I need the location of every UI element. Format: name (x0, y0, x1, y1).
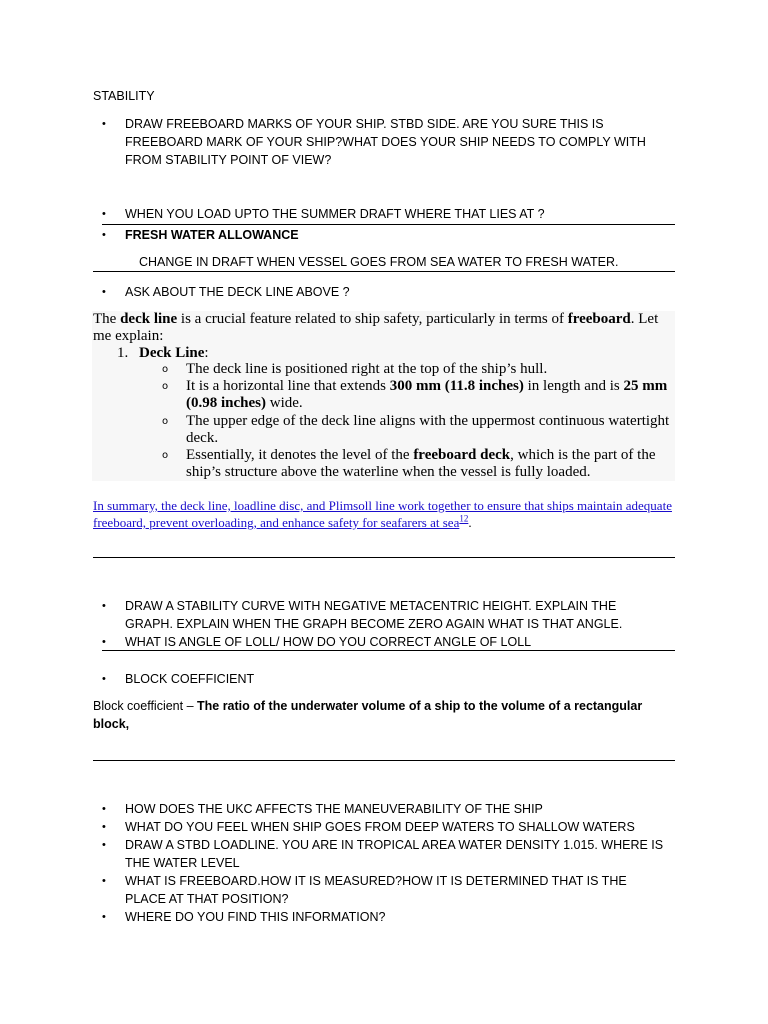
bullet: • (102, 286, 106, 298)
bullet: • (102, 875, 106, 887)
deck-line-freeboard-deck: Essentially, it denotes the level of the freeboard deck, which is the part of the ship’s structure above the waterline when the vessel is fully loaded. (186, 447, 656, 480)
deck-line-item-title: Deck Line: (139, 345, 209, 361)
divider (102, 224, 675, 225)
divider (93, 271, 675, 272)
list-number: 1. (117, 345, 129, 361)
question-stability-curve: DRAW A STABILITY CURVE WITH NEGATIVE METACENTRIC HEIGHT. EXPLAIN THE GRAPH. EXPLAIN WHEN THE GRAPH BECOME ZERO AGAIN WHAT IS THAT ANGLE. (125, 599, 623, 631)
divider (93, 557, 675, 558)
divider (102, 650, 675, 651)
question-freeboard-measurement: WHAT IS FREEBOARD.HOW IT IS MEASURED?HOW IT IS DETERMINED THAT IS THE PLACE AT THAT POSITION? (125, 874, 627, 906)
bullet: • (102, 208, 106, 220)
question-information-source: WHERE DO YOU FIND THIS INFORMATION? (125, 910, 386, 924)
bullet: • (102, 821, 106, 833)
bullet: • (102, 673, 106, 685)
sub-bullet: o (162, 416, 169, 427)
bullet: • (102, 229, 106, 241)
block-coefficient-definition: Block coefficient – The ratio of the underwater volume of a ship to the volume of a rectangular block, (93, 699, 643, 731)
bullet: • (102, 636, 106, 648)
sub-bullet: o (162, 450, 169, 461)
bullet: • (102, 600, 106, 612)
deck-line-position: The deck line is positioned right at the top of the ship’s hull. (186, 361, 548, 377)
bullet: • (102, 803, 106, 815)
answer-fresh-water-allowance: CHANGE IN DRAFT WHEN VESSEL GOES FROM SEA WATER TO FRESH WATER. (139, 255, 619, 269)
question-freeboard-marks: DRAW FREEBOARD MARKS OF YOUR SHIP. STBD SIDE. ARE YOU SURE THIS IS FREEBOARD MARK OF YOUR SHIP?WHAT DOES YOUR SHIP NEEDS TO COMPLY WITH FROM STABILITY POINT OF VIEW? (125, 117, 646, 167)
question-angle-of-loll: WHAT IS ANGLE OF LOLL/ HOW DO YOU CORRECT ANGLE OF LOLL (125, 635, 532, 649)
sub-bullet: o (162, 364, 169, 375)
question-ukc-maneuverability: HOW DOES THE UKC AFFECTS THE MANEUVERABILITY OF THE SHIP (125, 802, 543, 816)
question-summer-draft: WHEN YOU LOAD UPTO THE SUMMER DRAFT WHERE THAT LIES AT ? (125, 207, 545, 221)
bullet: • (102, 911, 106, 923)
question-fresh-water-allowance: FRESH WATER ALLOWANCE (125, 228, 299, 242)
deck-line-upper-edge: The upper edge of the deck line aligns with the uppermost continuous watertight deck. (186, 413, 670, 446)
deck-line-intro: The deck line is a crucial feature related to ship safety, particularly in terms of freeboard. Let me explain: (93, 311, 659, 344)
question-deep-to-shallow: WHAT DO YOU FEEL WHEN SHIP GOES FROM DEEP WATERS TO SHALLOW WATERS (125, 820, 635, 834)
sub-bullet: o (162, 381, 169, 392)
question-block-coefficient: BLOCK COEFFICIENT (125, 672, 255, 686)
question-deck-line: ASK ABOUT THE DECK LINE ABOVE ? (125, 285, 350, 299)
deck-line-dimensions: It is a horizontal line that extends 300 mm (11.8 inches) in length and is 25 mm (0.98 inches) wide. (186, 378, 668, 411)
bullet: • (102, 839, 106, 851)
page-heading: STABILITY (93, 89, 155, 103)
deck-line-summary[interactable]: In summary, the deck line, loadline disc, and Plimsoll line work together to ensure that ships maintain adequate freeboard, prevent overloading, and enhance safety for seafarers at sea$^{12}$. (93, 498, 672, 530)
question-stbd-loadline: DRAW A STBD LOADLINE. YOU ARE IN TROPICAL AREA WATER DENSITY 1.015. WHERE IS THE WATER LEVEL (125, 838, 664, 870)
divider (93, 760, 675, 761)
bullet: • (102, 118, 106, 130)
